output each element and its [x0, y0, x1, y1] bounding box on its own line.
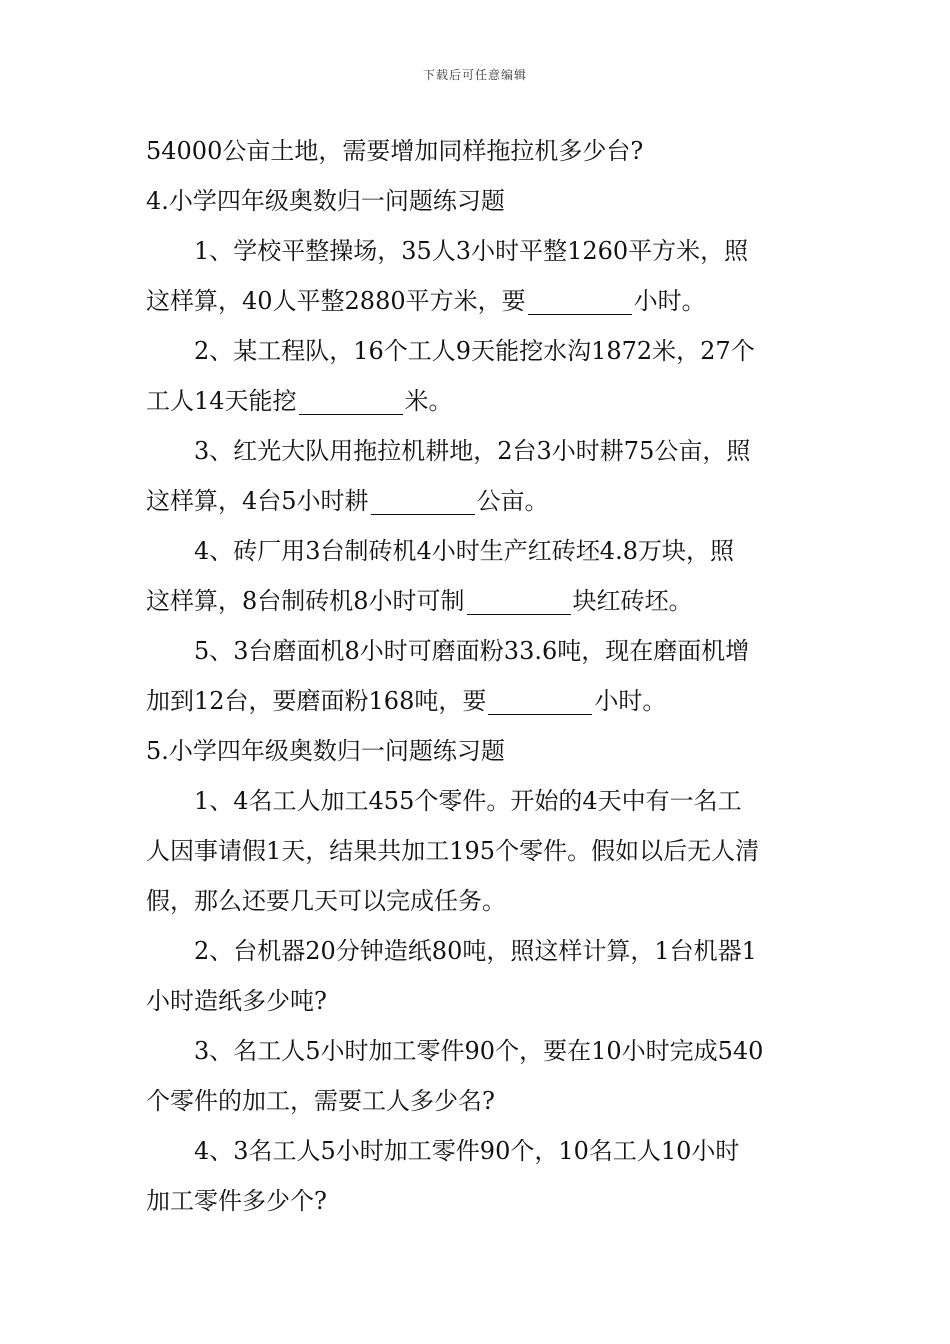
- question-text: 小时。: [633, 287, 706, 315]
- answer-blank: [467, 586, 571, 615]
- question-line: 加工零件多少个?: [146, 1187, 327, 1215]
- answer-blank: [488, 686, 592, 715]
- question-text: 米。: [404, 387, 453, 415]
- question-line: 2、某工程队，16个工人9天能挖水沟1872米，27个: [194, 337, 755, 365]
- text-line: 54000公亩土地，需要增加同样拖拉机多少台?: [146, 137, 644, 165]
- question-line: 3、名工人5小时加工零件90个，要在10小时完成540: [194, 1037, 764, 1065]
- question-line: 4、3名工人5小时加工零件90个，10名工人10小时: [194, 1137, 740, 1165]
- question-line: 2、台机器20分钟造纸80吨，照这样计算，1台机器1: [194, 937, 757, 965]
- answer-blank: [299, 386, 403, 415]
- section-title: 5.小学四年级奥数归一问题练习题: [146, 737, 505, 765]
- question-text: 小时。: [594, 687, 667, 715]
- question-line: [146, 476, 811, 526]
- document-body: [146, 126, 811, 1226]
- question-line: [146, 376, 811, 426]
- question-line: [146, 676, 811, 726]
- question-line: 1、学校平整操场，35人3小时平整1260平方米，照: [194, 237, 749, 265]
- answer-blank: [528, 286, 632, 315]
- question-text: 公亩。: [476, 487, 549, 515]
- question-line: 4、砖厂用3台制砖机4小时生产红砖坯4.8万块，照: [194, 537, 734, 565]
- question-line: 5、3台磨面机8小时可磨面粉33.6吨，现在磨面机增: [194, 637, 750, 665]
- question-line: 人因事请假1天，结果共加工195个零件。假如以后无人清: [146, 837, 760, 865]
- question-text: 加到12台，要磨面粉168吨，要: [146, 687, 487, 715]
- question-text: 块红砖坯。: [572, 587, 693, 615]
- section-title: 4.小学四年级奥数归一问题练习题: [146, 187, 505, 215]
- question-text: 这样算，40人平整2880平方米，要: [146, 287, 526, 315]
- question-text: 工人14天能挖: [146, 387, 297, 415]
- question-line: 个零件的加工，需要工人多少名?: [146, 1087, 495, 1115]
- question-text: 这样算，4台5小时耕: [146, 487, 369, 515]
- question-line: [146, 576, 811, 626]
- question-line: 小时造纸多少吨?: [146, 987, 327, 1015]
- question-line: [146, 276, 811, 326]
- question-line: 假，那么还要几天可以完成任务。: [146, 887, 506, 915]
- question-text: 这样算，8台制砖机8小时可制: [146, 587, 465, 615]
- question-line: 3、红光大队用拖拉机耕地，2台3小时耕75公亩，照: [194, 437, 751, 465]
- question-line: 1、4名工人加工455个零件。开始的4天中有一名工: [194, 787, 742, 815]
- page-header: 下载后可任意编辑: [422, 68, 527, 82]
- answer-blank: [371, 486, 475, 515]
